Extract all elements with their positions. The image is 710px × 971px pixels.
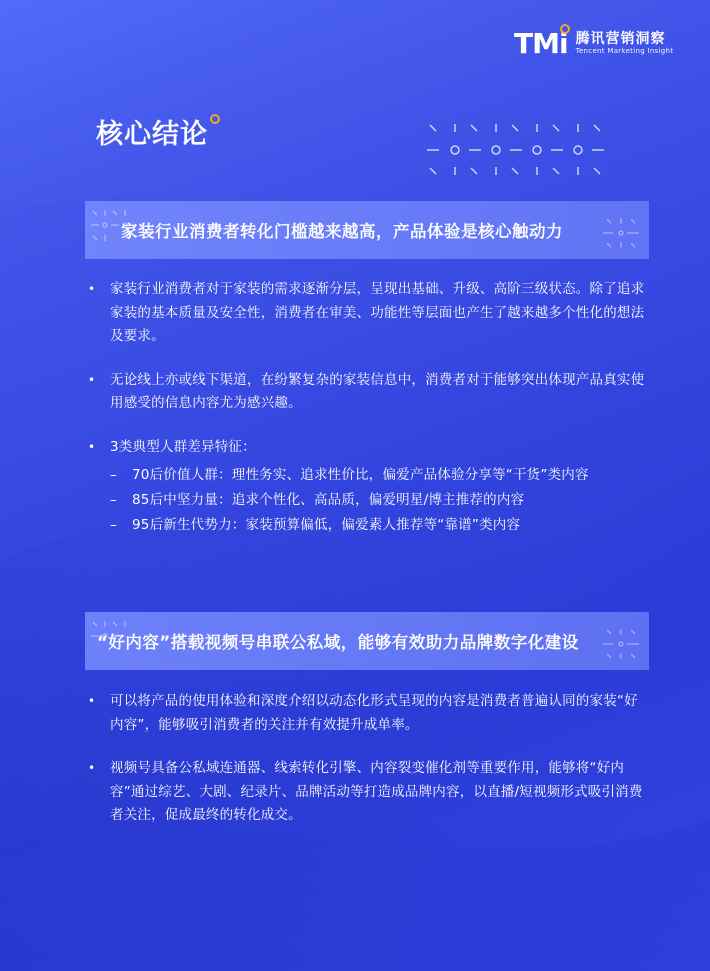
section-2-banner [85,612,649,670]
banner-left-pattern-decoration [91,618,131,662]
brand-logo [514,27,674,60]
sub-list-item: – 70后价值人群：理性务实、追求性价比，偏爱产品体验分享等“干货”类内容 [110,463,648,488]
list-item-with-sublist [88,436,648,539]
logo-mark-text: TMi [514,27,568,60]
logo-dot-icon [560,24,570,34]
title-dot-icon [210,114,220,124]
banner-left-pattern-decoration [91,207,131,251]
list-item: • 视频号具备公私域连通器、线索转化引擎、内容裂变催化剂等重要作用，能够将“好内容”通过综艺、大剧、纪录片、品牌活动等打造成品牌内容，以直播/短视频形式吸引消费者关注，促成最终的转化成交。 [88,757,648,828]
list-item: • 可以将产品的使用体验和深度介绍以动态化形式呈现的内容是消费者普遍认同的家装“好内容”，能够吸引消费者的关注并有效提升成单率。 [88,690,648,737]
list-item: • 无论线上亦或线下渠道，在纷繁复杂的家装信息中，消费者对于能够突出体现产品真实使用感受的信息内容尤为感兴趣。 [88,369,648,416]
sub-list-item: – 95后新生代势力：家装预算偏低，偏爱素人推荐等“靠谱”类内容 [110,513,648,538]
line-circle-pattern-decoration [425,120,610,180]
section-1-heading: 家装行业消费者转化门槛越来越高，产品体验是核心触动力 [121,222,563,241]
sub-list-item: – 85后中坚力量：追求个性化、高品质，偏爱明星/博主推荐的内容 [110,488,648,513]
logo-name-en: Tencent Marketing Insight [575,46,674,55]
banner-right-pattern-decoration [603,624,643,664]
list-item-text: 3类典型人群差异特征： [110,438,256,455]
logo-name-cn: 腾讯营销洞察 [575,31,666,48]
page-title: 核心结论 [96,119,208,150]
audience-sub-list [110,463,648,538]
section-2-bullet-list [88,690,648,848]
logo-text-block [576,32,674,55]
section-1-banner [85,201,649,259]
section-2-heading: “好内容”搭载视频号串联公私域，能够有效助力品牌数字化建设 [97,633,579,652]
tmi-logo-mark [514,27,568,60]
section-1-bullet-list [88,278,648,558]
banner-right-pattern-decoration [603,213,643,253]
title-block [96,112,220,151]
list-item: • 家装行业消费者对于家装的需求逐渐分层，呈现出基础、升级、高阶三级状态。除了追求家装的基本质量及安全性，消费者在审美、功能性等层面也产生了越来越多个性化的想法及要求。 [88,278,648,349]
